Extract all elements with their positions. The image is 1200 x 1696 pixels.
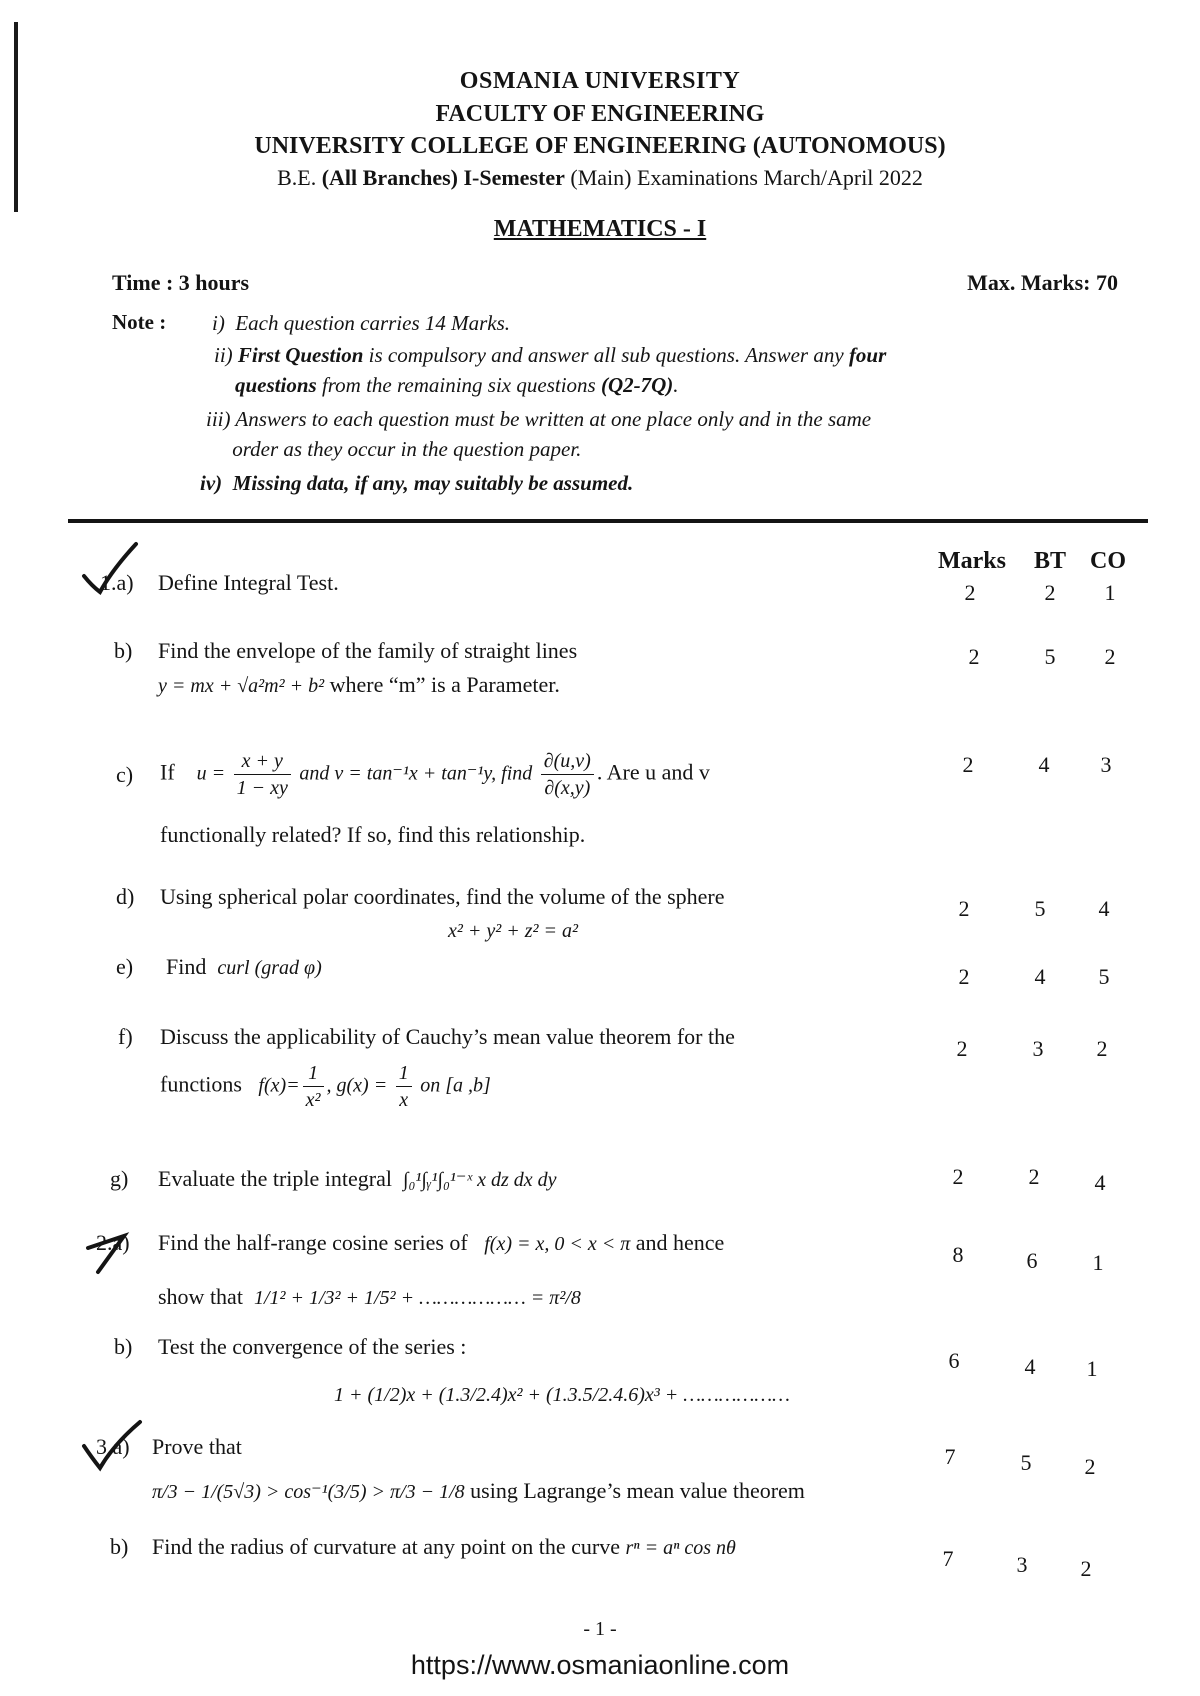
question-text: Find the radius of curvature at any point on the curve rⁿ = aⁿ cos nθ [152, 1534, 736, 1559]
marks-value: 2 [956, 1036, 968, 1061]
col-header-co: CO [1090, 548, 1126, 574]
question-text-continued: functions f(x)= $\frac{1}{\text{x²}}$ , g(x) = $\frac{1}{x}$ on [a ,b] [160, 1062, 491, 1111]
footer-url: https://www.osmaniaonline.com [410, 1650, 790, 1680]
co-value: 1 [1086, 1356, 1098, 1381]
time-allowed: Time : 3 hours [112, 270, 250, 295]
bt-value: 4 [1038, 752, 1050, 777]
question-label: f) [118, 1024, 133, 1049]
question-math: x² + y² + z² = a² [448, 920, 579, 942]
bt-value: 4 [1024, 1354, 1036, 1379]
faculty-name: FACULTY OF ENGINEERING [435, 101, 765, 127]
college-name: UNIVERSITY COLLEGE OF ENGINEERING (AUTONOMOUS) [254, 133, 946, 159]
bt-value: 2 [1044, 580, 1056, 605]
bt-value: 4 [1034, 964, 1046, 989]
question-text: If u = $\frac{x + y}{1 - xy}$ and v = tan⁻¹x + tan⁻¹y, find $\frac{\partial(u,v)}{\partial(x,y)}$ . Are u and v [160, 750, 710, 799]
question-text: Discuss the applicability of Cauchy’s mean value theorem for the [160, 1024, 735, 1049]
question-text-continued: functionally related? If so, find this relationship. [160, 822, 586, 847]
marks-value: 2 [958, 964, 970, 989]
question-label: 3.a) [96, 1434, 130, 1459]
university-name: OSMANIA UNIVERSITY [459, 68, 741, 94]
question-label: b) [114, 638, 133, 663]
marks-value: 8 [952, 1242, 964, 1267]
question-label: 2.a) [96, 1230, 130, 1255]
note-3: iii) Answers to each question must be written at one place only and in the same order as they occur in the question paper. [206, 407, 872, 461]
question-label: b) [114, 1334, 133, 1359]
col-header-bt: BT [1034, 548, 1067, 574]
marks-value: 2 [968, 644, 980, 669]
co-value: 2 [1096, 1036, 1108, 1061]
subject-title: MATHEMATICS - I [493, 216, 707, 242]
exam-header [0, 64, 1200, 194]
question-text-continued: show that 1/1² + 1/3² + 1/5² + ……………… = π²/8 [158, 1284, 581, 1309]
bt-value: 5 [1034, 896, 1046, 921]
question-text-continued: π/3 − 1/(5√3) > cos⁻¹(3/5) > π/3 − 1/8 using Lagrange’s mean value theorem [152, 1478, 805, 1503]
note-1: i) Each question carries 14 Marks. [212, 311, 511, 335]
question-text: Find curl (grad φ) [166, 954, 322, 979]
marks-value: 2 [958, 896, 970, 921]
co-value: 2 [1104, 644, 1116, 669]
col-header-marks: Marks [938, 548, 1006, 574]
bt-value: 5 [1020, 1450, 1032, 1475]
co-value: 4 [1098, 896, 1110, 921]
marks-value: 7 [942, 1546, 954, 1571]
question-label: 1.a) [100, 570, 134, 595]
bt-value: 3 [1016, 1552, 1028, 1577]
bt-value: 2 [1028, 1164, 1040, 1189]
question-text: Using spherical polar coordinates, find the volume of the sphere [160, 884, 725, 909]
exam-title: B.E. (All Branches) I-Semester (Main) Examinations March/April 2022 [277, 165, 923, 190]
question-label: d) [116, 884, 135, 909]
co-value: 3 [1100, 752, 1112, 777]
bt-value: 5 [1044, 644, 1056, 669]
question-series: 1 + (1/2)x + (1.3/2.4)x² + (1.3.5/2.4.6)x³ + ……………… [334, 1384, 790, 1406]
max-marks: Max. Marks: 70 [967, 270, 1118, 295]
question-label: e) [116, 954, 134, 979]
note-2: ii) First Question is compulsory and answer all sub questions. Answer any four questions from the remaining six questions (Q2-7Q). [214, 343, 887, 397]
note-label: Note : [112, 310, 167, 334]
marks-value: 7 [944, 1444, 956, 1469]
question-text: Evaluate the triple integral ∫₀¹∫ᵧ¹∫₀¹⁻ˣ x dz dx dy [158, 1166, 557, 1191]
question-text: Test the convergence of the series : [158, 1334, 467, 1359]
co-value: 1 [1104, 580, 1116, 605]
bt-value: 6 [1026, 1248, 1038, 1273]
marks-value: 6 [948, 1348, 960, 1373]
question-text: Prove that [152, 1434, 242, 1459]
question-label: g) [110, 1166, 129, 1191]
question-label: b) [110, 1534, 129, 1559]
marks-value: 2 [962, 752, 974, 777]
co-value: 2 [1084, 1454, 1096, 1479]
note-4: iv) Missing data, if any, may suitably be assumed. [200, 471, 634, 495]
marks-value: 2 [964, 580, 976, 605]
page-number: - 1 - [583, 1618, 617, 1640]
co-value: 2 [1080, 1556, 1092, 1581]
co-value: 5 [1098, 964, 1110, 989]
question-text: Define Integral Test. [158, 570, 339, 595]
question-text: Find the half-range cosine series of f(x) = x, 0 < x < π and hence [158, 1230, 725, 1255]
co-value: 1 [1092, 1250, 1104, 1275]
co-value: 4 [1094, 1170, 1106, 1195]
bt-value: 3 [1032, 1036, 1044, 1061]
question-label: c) [116, 762, 134, 787]
header-divider [68, 519, 1148, 523]
marks-value: 2 [952, 1164, 964, 1189]
question-text: Find the envelope of the family of straight lines y = mx + √a²m² + b² where “m” is a Parameter. [158, 638, 578, 697]
